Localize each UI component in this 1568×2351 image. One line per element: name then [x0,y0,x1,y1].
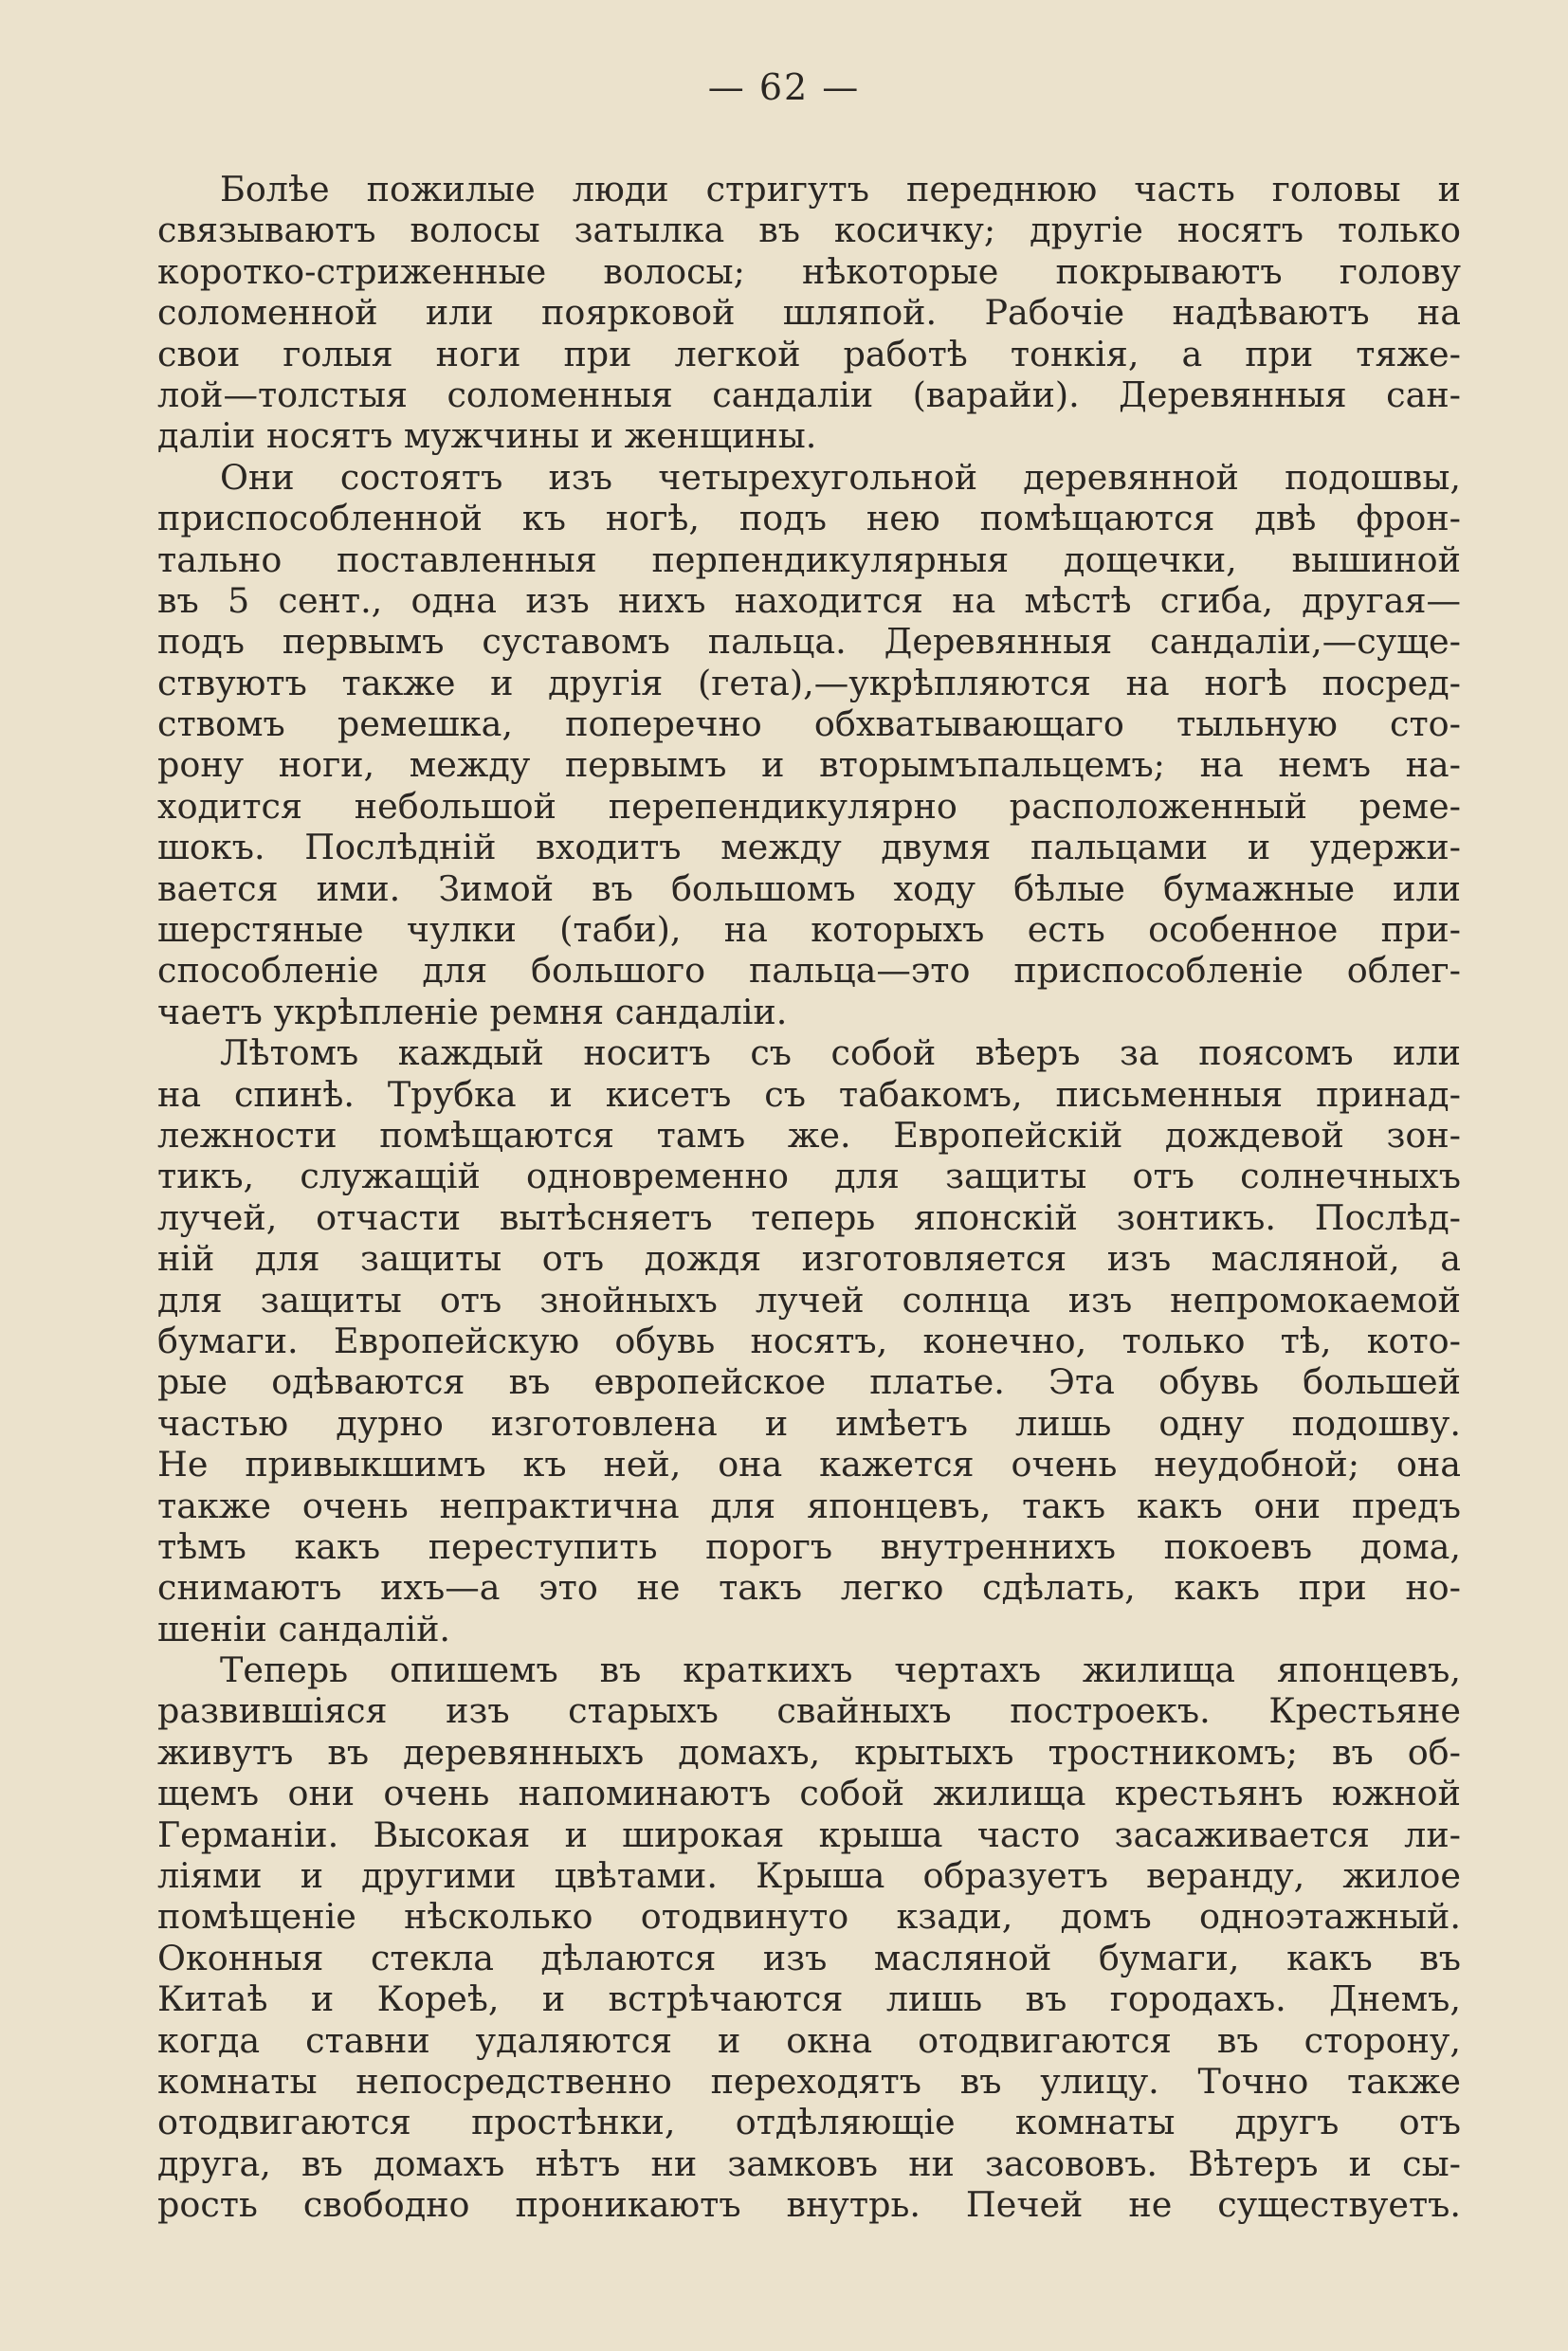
text-line: друга, въ домахъ нѣтъ ни замковъ ни засововъ. Вѣтеръ и сы- [157,2142,1461,2184]
text-line: приспособленной къ ногѣ, подъ нею помѣщаются двѣ фрон- [157,498,1461,539]
text-line: тикъ, служащій одновременно для защиты отъ солнечныхъ [157,1156,1461,1197]
text-line: когда ставни удаляются и окна отодвигаются въ сторону, [157,2019,1461,2061]
text-line: связываютъ волосы затылка въ косичку; другіе носятъ только [157,210,1461,251]
text-line: частью дурно изготовлена и имѣетъ лишь одну подошву. [157,1402,1461,1444]
text-line: для защиты отъ знойныхъ лучей солнца изъ непромокаемой [157,1279,1461,1321]
text-line: также очень непрактична для японцевъ, такъ какъ они предъ [157,1485,1461,1526]
text-line: отодвигаются простѣнки, отдѣляющіе комнаты другъ отъ [157,2102,1461,2143]
text-line: бумаги. Европейскую обувь носятъ, конечно, только тѣ, кото- [157,1320,1461,1361]
text-line: рость свободно проникаютъ внутрь. Печей не существуетъ. [157,2184,1461,2226]
text-line: помѣщеніе нѣсколько отодвинуто кзади, домъ одноэтажный. [157,1896,1461,1938]
text-line: развившіяся изъ старыхъ свайныхъ построекъ. Крестьяне [157,1690,1461,1732]
text-line: Болѣе пожилые люди стригутъ переднюю часть головы и [220,169,1461,210]
page-number: — 62 — [707,66,861,108]
text-line: лучей, отчасти вытѣсняетъ теперь японскій зонтикъ. Послѣд- [157,1196,1461,1238]
text-line: вается ими. Зимой въ большомъ ходу бѣлые бумажные или [157,867,1461,909]
text-line: Они состоятъ изъ четырехугольной деревянной подошвы, [220,456,1461,498]
text-line: лежности помѣщаются тамъ же. Европейскій дождевой зон- [157,1114,1461,1156]
text-line: ходится небольшой перепендикулярно расположенный реме- [157,785,1461,827]
text-line: ній для защиты отъ дождя изготовляется изъ масляной, а [157,1238,1461,1280]
body-text [157,169,1461,2226]
text-line: тѣмъ какъ переступить порогъ внутреннихъ покоевъ дома, [157,1525,1461,1567]
text-line: снимаютъ ихъ—а это не такъ легко сдѣлать, какъ при но- [157,1567,1461,1609]
text-line: Не привыкшимъ къ ней, она кажется очень неудобной; она [157,1444,1461,1485]
text-line: ствуютъ также и другія (гета),—укрѣпляются на ногѣ посред- [157,662,1461,703]
text-line: рону ноги, между первымъ и вторымъпальцемъ; на немъ на- [157,744,1461,786]
text-line: Оконныя стекла дѣлаются изъ масляной бумаги, какъ въ [157,1937,1461,1978]
text-line: шеніи сандалій. [157,1608,451,1649]
text-line: на спинѣ. Трубка и кисетъ съ табакомъ, письменныя принад- [157,1073,1461,1115]
text-line: соломенной или поярковой шляпой. Рабочіе надѣваютъ на [157,292,1461,334]
text-line: коротко-стриженные волосы; нѣкоторые покрываютъ голову [157,250,1461,292]
text-line: Лѣтомъ каждый носитъ съ собой вѣеръ за поясомъ или [220,1032,1461,1074]
text-line: въ 5 сент., одна изъ нихъ находится на мѣстѣ сгиба, другая— [157,579,1461,621]
text-line: шерстяные чулки (таби), на которыхъ есть особенное при- [157,909,1461,951]
text-line: Германіи. Высокая и широкая крыша часто засаживается ли- [157,1813,1461,1855]
text-line: шокъ. Послѣдній входитъ между двумя пальцами и удержи- [157,827,1461,868]
text-line: лой—толстыя соломенныя сандаліи (варайи). Деревянныя сан- [157,374,1461,415]
text-line: живутъ въ деревянныхъ домахъ, крытыхъ тростникомъ; въ об- [157,1731,1461,1773]
text-line: комнаты непосредственно переходятъ въ улицу. Точно также [157,2060,1461,2102]
text-line: рые одѣваются въ европейское платье. Эта обувь большей [157,1361,1461,1403]
text-line: подъ первымъ суставомъ пальца. Деревянныя сандаліи,—суще- [157,621,1461,663]
text-line: ствомъ ремешка, поперечно обхватывающаго тыльную сто- [157,703,1461,745]
text-line: чаетъ укрѣпленіе ремня сандаліи. [157,991,788,1032]
text-line: способленіе для большого пальца—это приспособленіе облег- [157,950,1461,992]
text-line: Теперь опишемъ въ краткихъ чертахъ жилища японцевъ, [220,1649,1461,1691]
text-line: даліи носятъ мужчины и женщины. [157,415,817,457]
text-line: ліями и другими цвѣтами. Крыша образуетъ веранду, жилое [157,1855,1461,1897]
text-line: тально поставленныя перпендикулярныя дощечки, вышиной [157,538,1461,580]
text-line: Китаѣ и Кореѣ, и встрѣчаются лишь въ городахъ. Днемъ, [157,1978,1461,2020]
text-line: щемъ они очень напоминаютъ собой жилища крестьянъ южной [157,1773,1461,1814]
text-line: свои голыя ноги при легкой работѣ тонкія, а при тяже- [157,333,1461,374]
